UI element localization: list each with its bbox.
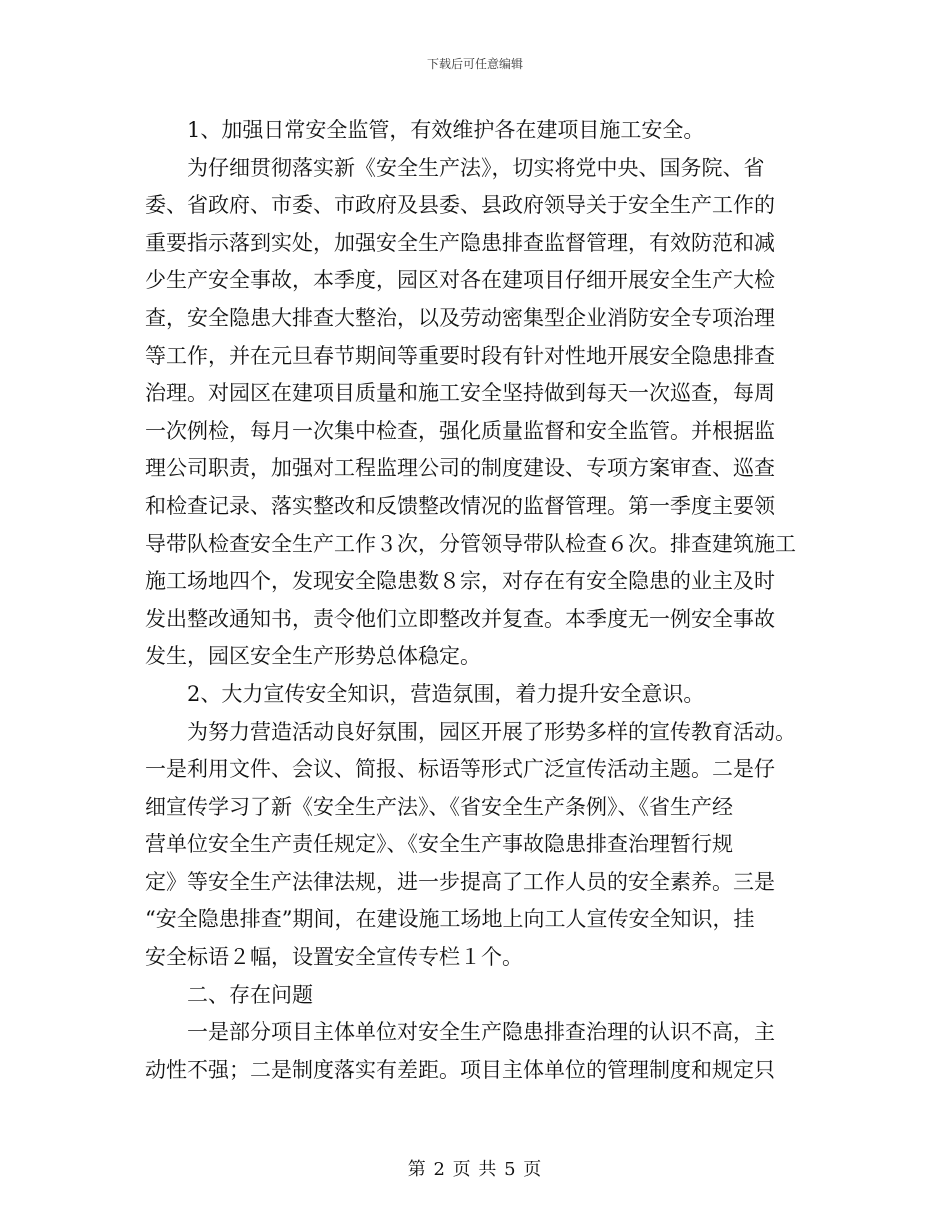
text-line: 动性不强；二是制度落实有差距。项目主体单位的管理制度和规定只: [145, 1057, 775, 1082]
header-note: 下载后可任意编辑: [426, 57, 523, 71]
text-line: 营单位安全生产责任规定》、《安全生产事故隐患排查治理暂行规: [145, 832, 733, 857]
text-line: 少生产安全事故，本季度，园区对各在建项目仔细开展安全生产大检: [145, 268, 775, 293]
text-line: 施工场地四个，发现安全隐患数８宗，对存在有安全隐患的业主及时: [145, 569, 775, 594]
text-line: 发生，园区安全生产形势总体稳定。: [145, 644, 481, 669]
text-line: 二、存在问题: [187, 982, 313, 1007]
text-line: 为努力营造活动良好氛围，园区开展了形势多样的宣传教育活动。: [187, 719, 796, 744]
text-line: 定》等安全生产法律法规，进一步提高了工作人员的安全素养。三是: [145, 869, 775, 894]
text-line: 细宣传学习了新《安全生产法》、《省安全生产条例》、《省生产经: [145, 794, 733, 819]
text-line: 等工作，并在元旦春节期间等重要时段有针对性地开展安全隐患排查: [145, 343, 775, 368]
text-line: 为仔细贯彻落实新《安全生产法》，切实将党中央、国务院、省: [187, 155, 765, 180]
text-line: 和检查记录、落实整改和反馈整改情况的监督管理。第一季度主要领: [145, 493, 775, 518]
text-line: 治理。对园区在建项目质量和施工安全坚持做到每天一次巡查，每周: [145, 381, 775, 406]
text-line: 导带队检查安全生产工作３次，分管领导带队检查６次。排查建筑施工: [145, 531, 796, 556]
text-line: “安全隐患排查”期间，在建设施工场地上向工人宣传安全知识，挂: [145, 907, 755, 932]
text-line: 发出整改通知书，责令他们立即整改并复查。本季度无一例安全事故: [145, 606, 775, 631]
document-body: [145, 112, 815, 1089]
text-line: 安全标语２幅，设置安全宣传专栏１个。: [145, 945, 523, 970]
text-line: 一是利用文件、会议、简报、标语等形式广泛宣传活动主题。二是仔: [145, 757, 775, 782]
text-line: 2、大力宣传安全知识，营造氛围，着力提升安全意识。: [187, 681, 705, 706]
text-line: 一是部分项目主体单位对安全生产隐患排查治理的认识不高，主: [187, 1020, 775, 1045]
text-line: 查，安全隐患大排查大整治，以及劳动密集型企业消防安全专项治理: [145, 305, 775, 330]
text-line: 1、加强日常安全监管，有效维护各在建项目施工安全。: [187, 118, 705, 142]
text-line: 一次例检，每月一次集中检查，强化质量监督和安全监管。并根据监: [145, 418, 775, 443]
text-line: 理公司职责，加强对工程监理公司的制度建设、专项方案审查、巡查: [145, 456, 775, 481]
text-line: 委、省政府、市委、市政府及县委、县政府领导关于安全生产工作的: [145, 193, 775, 218]
page-footer: 第 2 页 共 5 页: [407, 1159, 543, 1180]
text-line: 重要指示落到实处，加强安全生产隐患排查监督管理，有效防范和减: [145, 230, 775, 255]
